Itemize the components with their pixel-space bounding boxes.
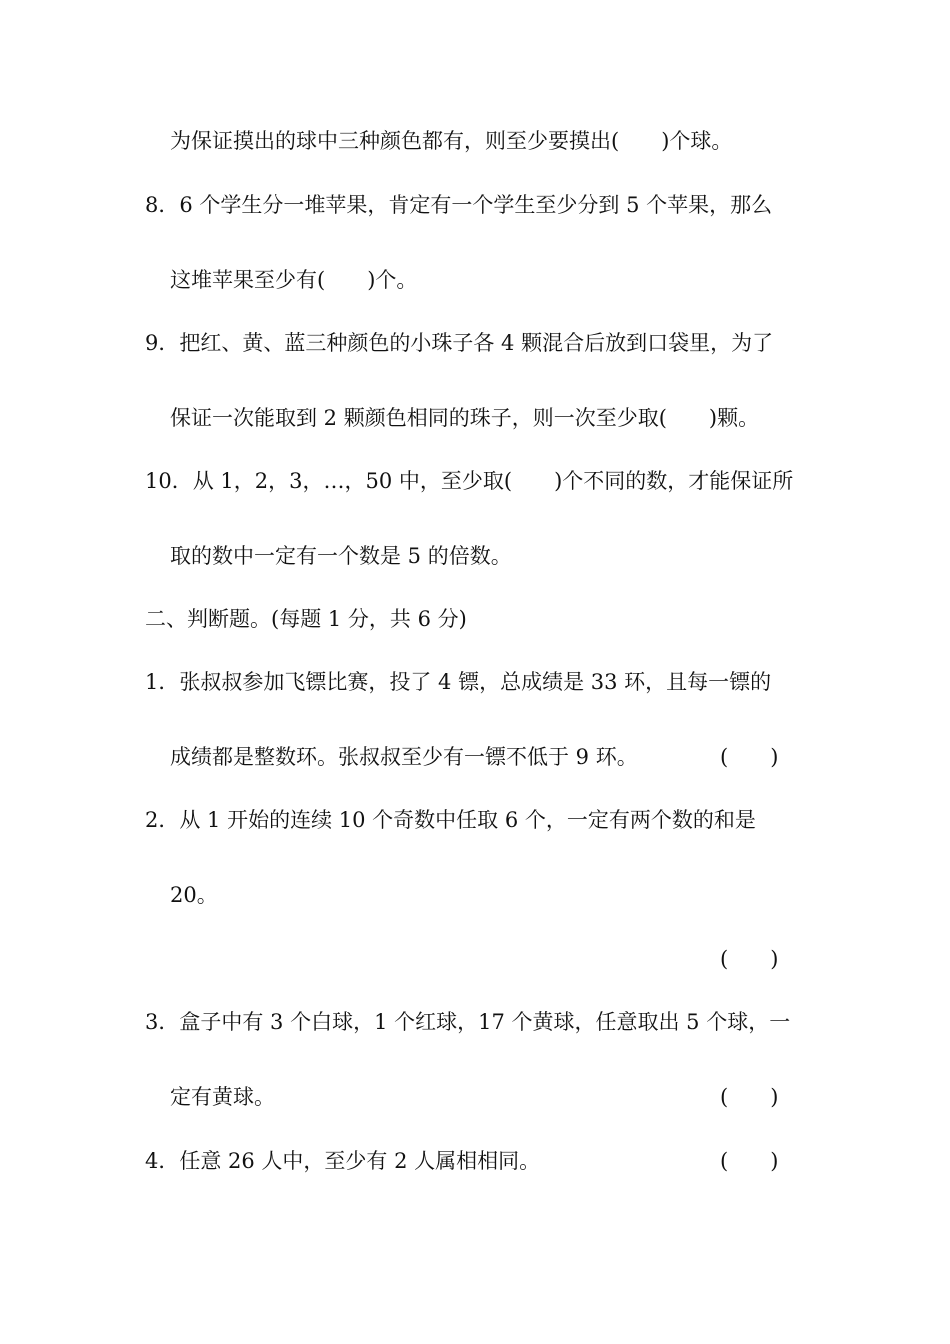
- judge-2-line-2: 20。: [170, 883, 218, 907]
- judge-3-answer-paren: ( ): [720, 1085, 779, 1109]
- q8-line-1: 8．6 个学生分一堆苹果，肯定有一个学生至少分到 5 个苹果，那么: [145, 193, 773, 217]
- q10-line-2: 取的数中一定有一个数是 5 的倍数。: [170, 544, 512, 568]
- judge-4-line-1: 4．任意 26 人中，至少有 2 人属相相同。: [145, 1149, 541, 1173]
- judge-3-line-2: 定有黄球。: [170, 1085, 275, 1109]
- judge-4-answer-paren: ( ): [720, 1149, 779, 1173]
- q8-line-2: 这堆苹果至少有( )个。: [170, 268, 418, 292]
- judge-3-line-1: 3．盒子中有 3 个白球，1 个红球，17 个黄球，任意取出 5 个球，一: [145, 1010, 791, 1034]
- q7-continuation: 为保证摸出的球中三种颜色都有，则至少要摸出( )个球。: [170, 129, 733, 153]
- judge-1-line-1: 1．张叔叔参加飞镖比赛，投了 4 镖，总成绩是 33 环，且每一镖的: [145, 670, 772, 694]
- section-2-title: 二、判断题。(每题 1 分，共 6 分): [145, 607, 467, 631]
- judge-1-line-2: 成绩都是整数环。张叔叔至少有一镖不低于 9 环。: [170, 745, 638, 769]
- judge-1-answer-paren: ( ): [720, 745, 779, 769]
- q9-line-2: 保证一次能取到 2 颗颜色相同的珠子，则一次至少取( )颗。: [170, 406, 760, 430]
- judge-2-line-1: 2．从 1 开始的连续 10 个奇数中任取 6 个，一定有两个数的和是: [145, 808, 756, 832]
- q9-line-1: 9．把红、黄、蓝三种颜色的小珠子各 4 颗混合后放到口袋里，为了: [145, 331, 774, 355]
- q10-line-1: 10．从 1，2，3，…，50 中，至少取( )个不同的数，才能保证所: [145, 469, 794, 493]
- judge-2-answer-paren: ( ): [720, 947, 779, 971]
